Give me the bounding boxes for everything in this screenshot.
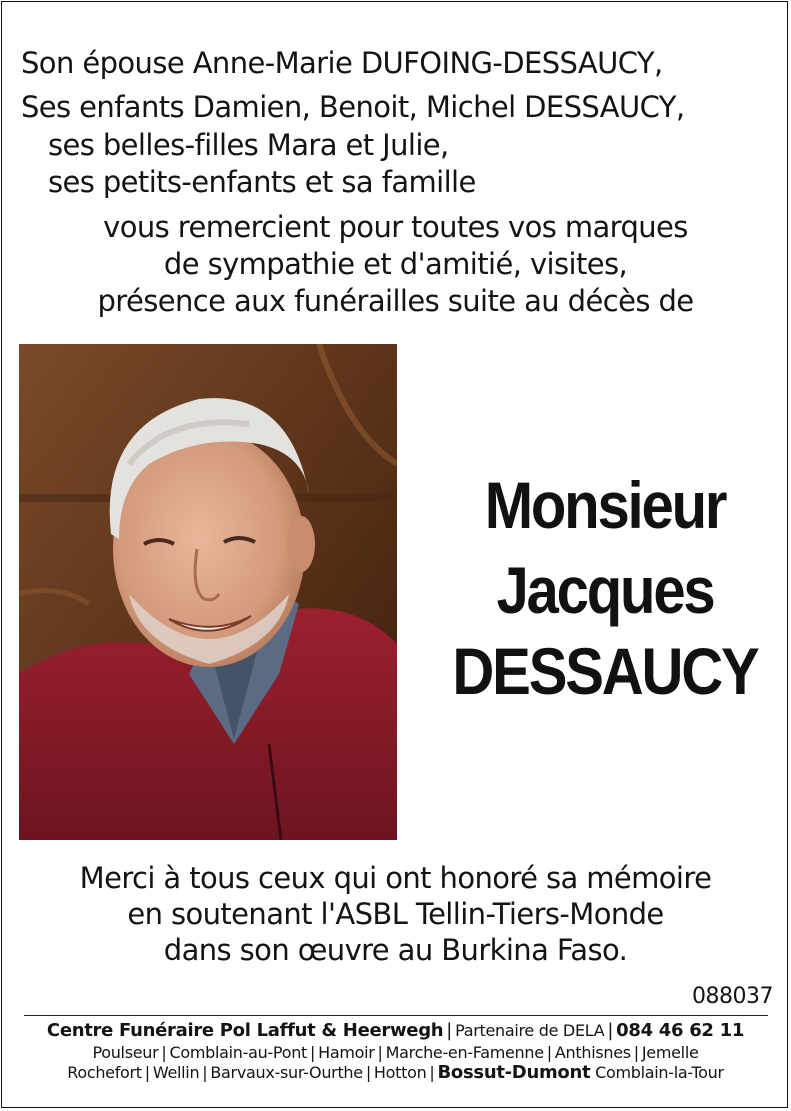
location-item: Anthisnes: [554, 1043, 631, 1062]
branch-name: Bossut-Dumont: [437, 1062, 591, 1083]
branch-location: Comblain-la-Tour: [595, 1063, 724, 1082]
footer-locations-row-1: Poulseur | Comblain-au-Pont | Hamoir | Marche-en-Famenne | Anthisnes | Jemelle: [92, 1043, 699, 1062]
portrait-illustration: [19, 344, 397, 840]
intro-line-grandchildren: ses petits-enfants et sa famille: [48, 165, 476, 199]
location-item: Hamoir: [318, 1043, 375, 1062]
closing-line-1: Merci à tous ceux qui ont honoré sa mémoire: [79, 861, 712, 895]
intro-line-children: Ses enfants Damien, Benoit, Michel DESSAUCY,: [21, 90, 685, 124]
closing-line-2: en soutenant l'ASBL Tellin-Tiers-Monde: [127, 897, 664, 931]
location-item: Hotton: [373, 1063, 427, 1082]
intro-line-spouse: Son épouse Anne-Marie DUFOING-DESSAUCY,: [21, 46, 663, 80]
location-item: Jemelle: [641, 1043, 699, 1062]
thanks-line-1: vous remercient pour toutes vos marques: [103, 210, 688, 244]
deceased-title: Monsieur: [484, 468, 726, 542]
closing-line-3: dans son œuvre au Burkina Faso.: [163, 933, 628, 967]
funeral-company-name: Centre Funéraire Pol Laffut & Heerwegh: [46, 1020, 444, 1041]
location-item: Marche-en-Famenne: [385, 1043, 544, 1062]
location-item: Comblain-au-Pont: [169, 1043, 308, 1062]
reference-number: 088037: [692, 984, 773, 1009]
location-item: Rochefort: [67, 1063, 142, 1082]
intro-line-daughters-in-law: ses belles-filles Mara et Julie,: [48, 128, 449, 162]
location-item: Barvaux-sur-Ourthe: [210, 1063, 363, 1082]
footer-divider: [24, 1015, 768, 1016]
thanks-line-2: de sympathie et d'amitié, visites,: [163, 247, 628, 281]
footer-company-line: Centre Funéraire Pol Laffut & Heerwegh | Partenaire de DELA | 084 46 62 11: [46, 1020, 745, 1041]
deceased-first-name: Jacques: [496, 553, 714, 627]
deceased-last-name: DESSAUCY: [452, 634, 758, 708]
partner-label: Partenaire de DELA: [455, 1021, 605, 1040]
location-item: Poulseur: [92, 1043, 159, 1062]
phone-number: 084 46 62 11: [616, 1020, 745, 1041]
thanks-line-3: présence aux funérailles suite au décès de: [97, 284, 694, 318]
portrait-photo: [19, 344, 397, 840]
location-item: Wellin: [152, 1063, 200, 1082]
footer-locations-row-2: Rochefort | Wellin | Barvaux-sur-Ourthe | Hotton | Bossut-Dumont Comblain-la-Tour: [67, 1062, 724, 1083]
